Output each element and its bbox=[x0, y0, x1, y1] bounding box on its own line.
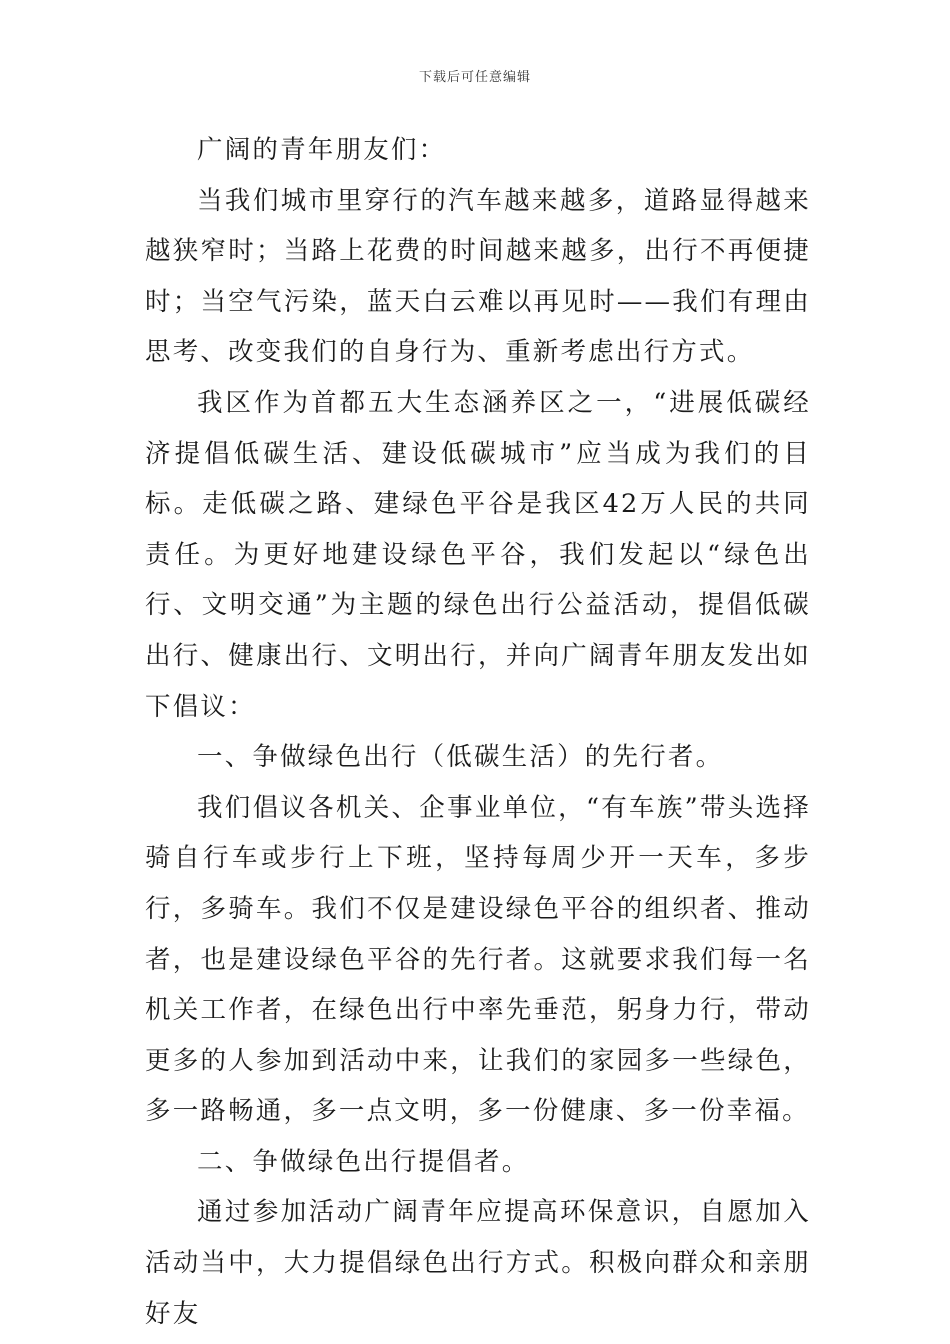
section-2-paragraph: 通过参加活动广阔青年应提高环保意识，自愿加入活动当中，大力提倡绿色出行方式。积极向群众和亲朋好友 bbox=[145, 1197, 811, 1329]
salutation-paragraph: 广阔的青年朋友们： bbox=[197, 135, 447, 165]
goal-paragraph: 我区作为首都五大生态涵养区之一，“进展低碳经济提倡低碳生活、建设低碳城市”应当成为我们的目标。走低碳之路、建绿色平谷是我区42万人民的共同责任。为更好地建设绿色平谷，我们发起以“绿色出行、文明交通”为主题的绿色出行公益活动，提倡低碳出行、健康出行、文明出行，并向广阔青年朋友发出如下倡议： bbox=[145, 387, 811, 722]
section-1-paragraph: 我们倡议各机关、企事业单位，“有车族”带头选择骑自行车或步行上下班，坚持每周少开一天车，多步行，多骑车。我们不仅是建设绿色平谷的组织者、推动者，也是建设绿色平谷的先行者。这就要求我们每一名机关工作者，在绿色出行中率先垂范，躬身力行，带动更多的人参加到活动中来，让我们的家园多一些绿色，多一路畅通，多一点文明，多一份健康、多一份幸福。 bbox=[145, 792, 811, 1127]
section-heading-1: 一、争做绿色出行（低碳生活）的先行者。 bbox=[197, 742, 724, 773]
document-body bbox=[145, 125, 811, 1339]
section-heading-2: 二、争做绿色出行提倡者。 bbox=[197, 1146, 530, 1177]
page-header: 下载后可任意编辑 bbox=[418, 70, 531, 85]
intro-paragraph: 当我们城市里穿行的汽车越来越多，道路显得越来越狭窄时；当路上花费的时间越来越多，出行不再便捷时；当空气污染，蓝天白云难以再见时——我们有理由思考、改变我们的自身行为、重新考虑出行方式。 bbox=[145, 185, 811, 368]
